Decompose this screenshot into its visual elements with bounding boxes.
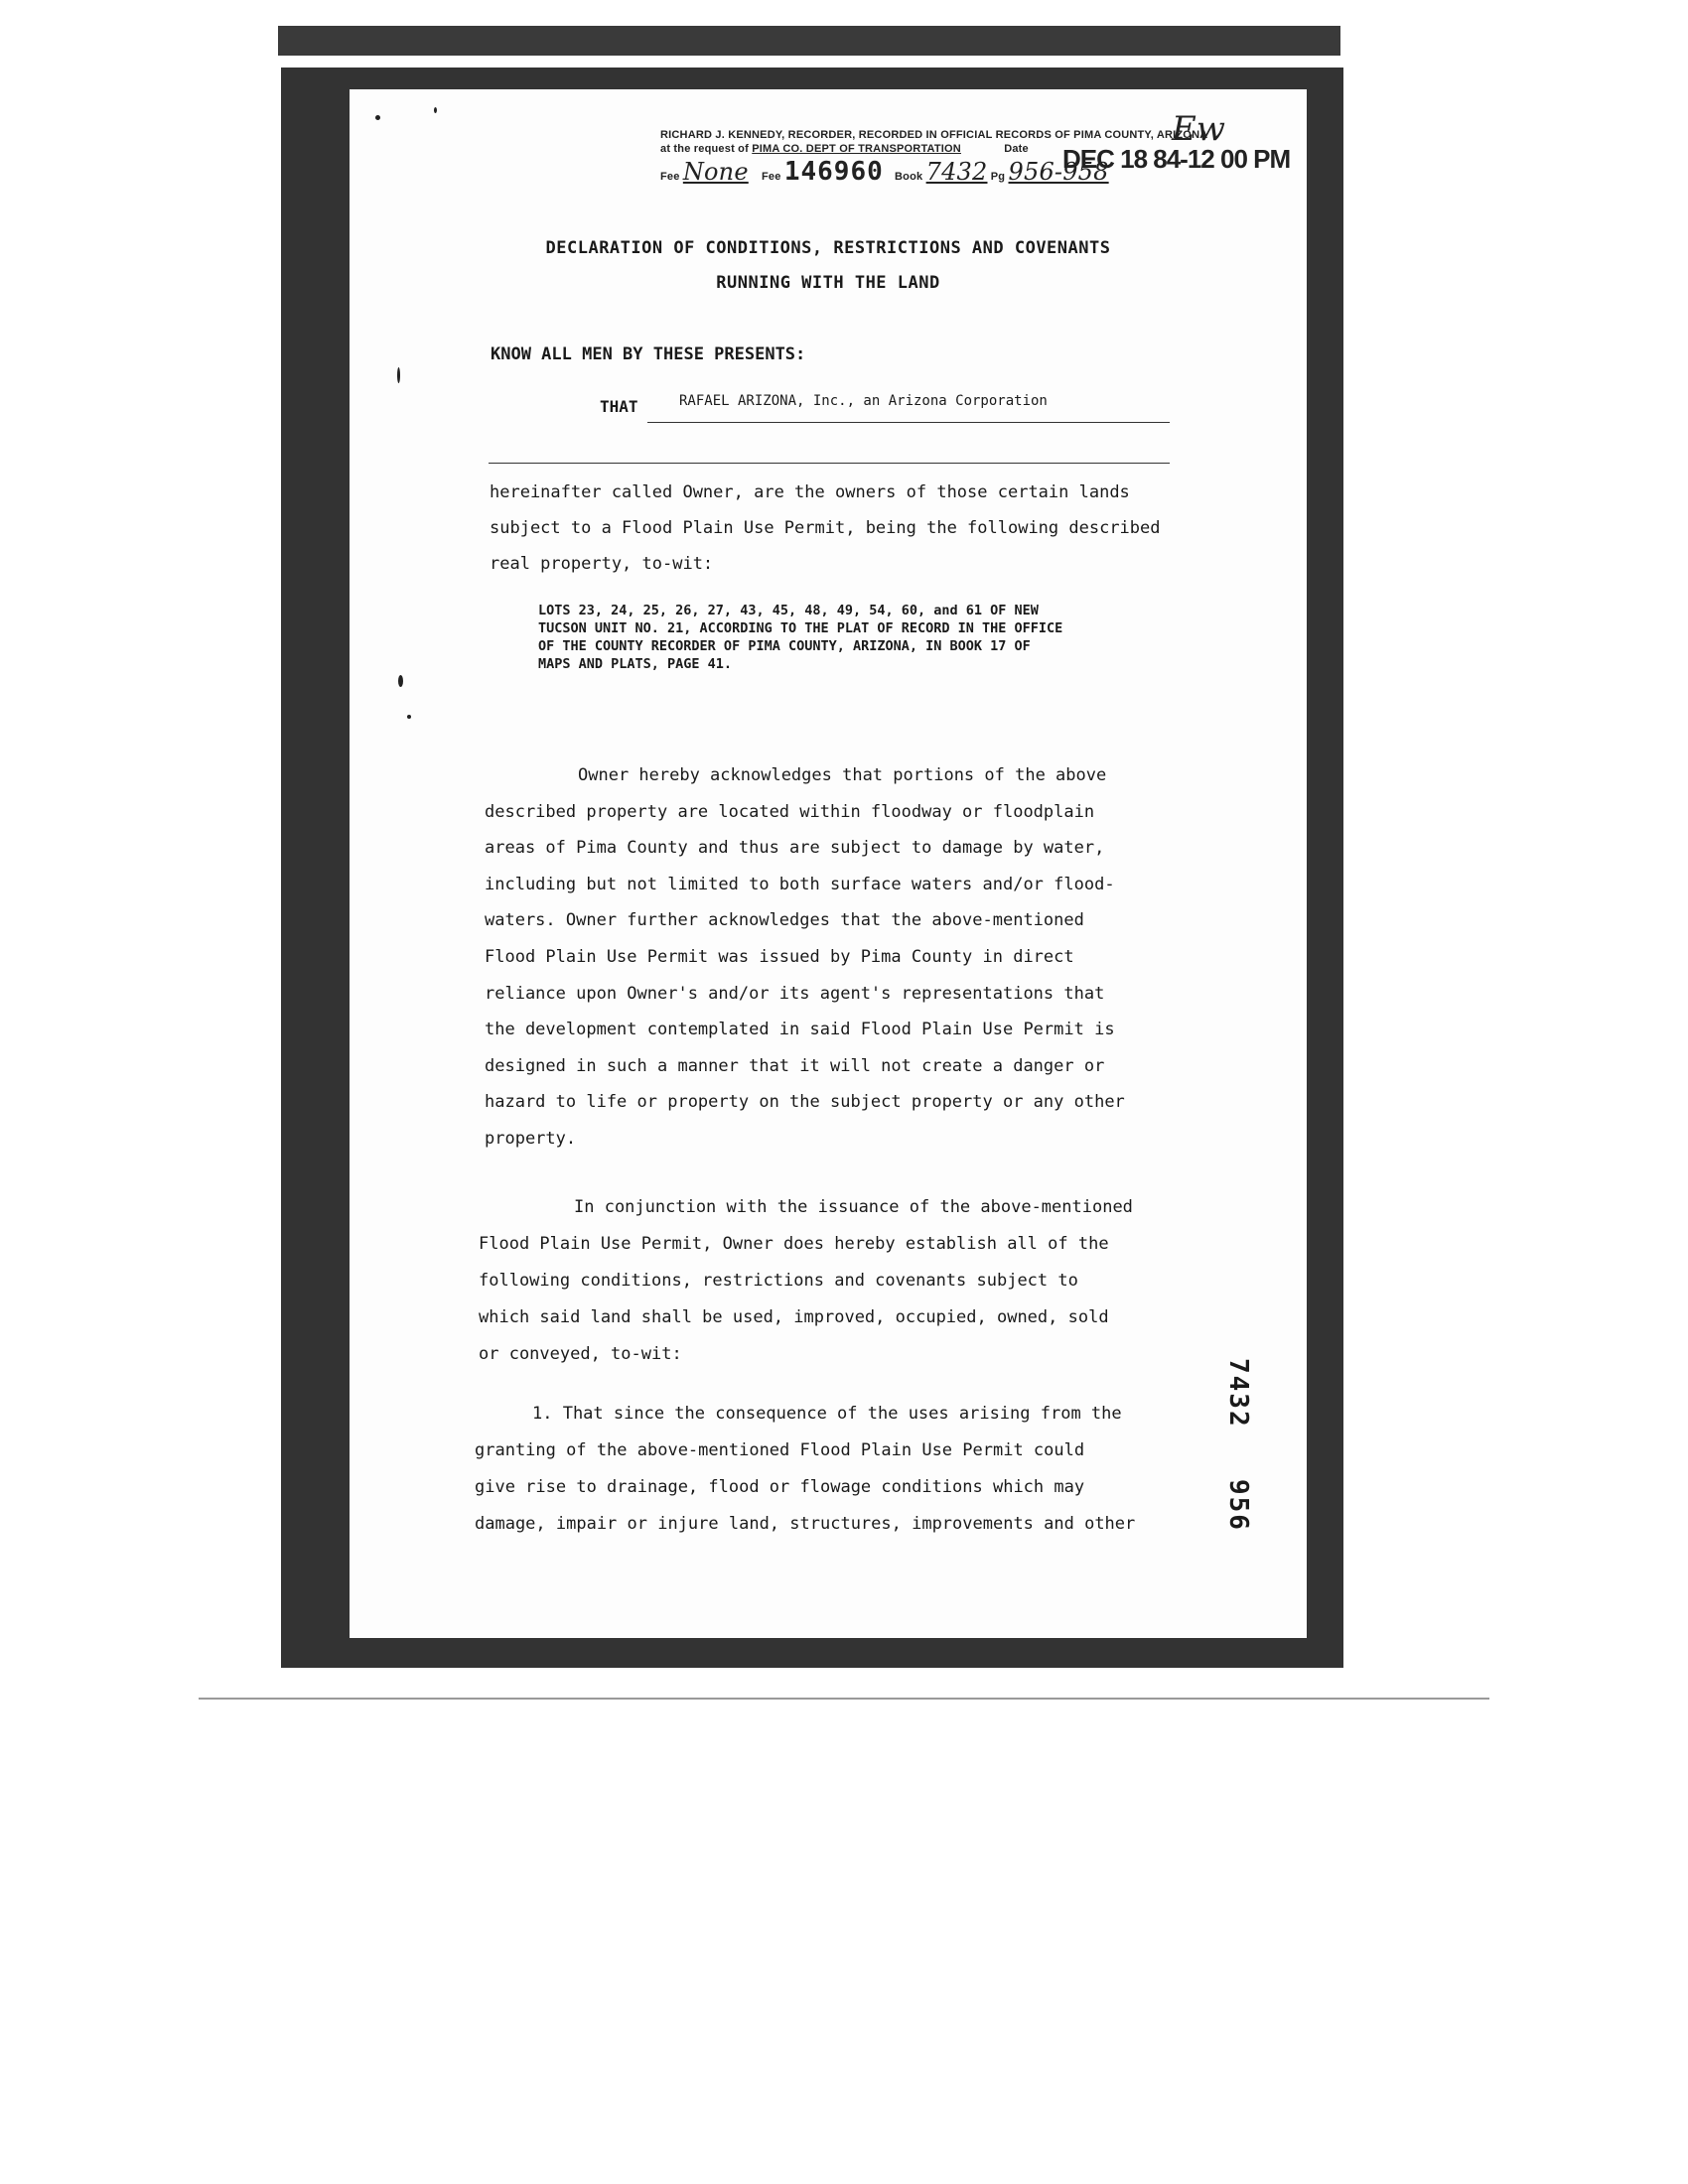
document-title: DECLARATION OF CONDITIONS, RESTRICTIONS AND COVENANTS [545, 238, 1111, 258]
fee-label: Fee [660, 171, 680, 183]
owner-underline [647, 422, 1170, 423]
text-line: 1. That since the consequence of the uses arising from the [532, 1404, 1122, 1424]
text-line: damage, impair or injure land, structures, improvements and other [475, 1514, 1136, 1534]
paragraph-acknowledgement [485, 757, 1125, 1158]
text-line: Flood Plain Use Permit was issued by Pima County in direct [485, 946, 1074, 967]
text-line: designed in such a manner that it will not create a danger or [485, 1055, 1105, 1076]
document-subtitle: RUNNING WITH THE LAND [716, 273, 940, 293]
recorder-line: RICHARD J. KENNEDY, RECORDER, RECORDED IN OFFICIAL RECORDS OF PIMA COUNTY, ARIZONA [660, 129, 1208, 141]
margin-book-number: 7432 [1223, 1358, 1253, 1429]
paragraph-item-1 [475, 1396, 1135, 1543]
legal-description [538, 602, 1062, 673]
text-line: areas of Pima County and thus are subject to damage by water, [485, 838, 1105, 859]
text-line: following conditions, restrictions and covenants subject to [479, 1271, 1078, 1291]
docket-number: 146960 [783, 157, 884, 187]
paragraph-conditions [479, 1189, 1133, 1373]
page-label: Pg [990, 171, 1006, 183]
date-stamp: DEC 18 84-12 00 PM [1062, 144, 1291, 174]
legal-line: MAPS AND PLATS, PAGE 41. [538, 656, 733, 672]
scan-speck [397, 367, 400, 383]
text-line: or conveyed, to-wit: [479, 1344, 682, 1364]
scan-bottom-rule [199, 1698, 1489, 1700]
scan-speck [407, 715, 411, 719]
fee-value: None [682, 158, 749, 186]
text-line: described property are located within floodway or floodplain [485, 801, 1095, 822]
legal-line: OF THE COUNTY RECORDER OF PIMA COUNTY, ARIZONA, IN BOOK 17 OF [538, 638, 1031, 654]
margin-page-number: 956 [1223, 1479, 1253, 1532]
know-all-men: KNOW ALL MEN BY THESE PRESENTS: [491, 344, 806, 364]
scan-speck [398, 675, 403, 687]
that-label: THAT [600, 397, 638, 416]
text-line: give rise to drainage, flood or flowage conditions which may [475, 1477, 1085, 1497]
text-line: waters. Owner further acknowledges that the above-mentioned [485, 910, 1084, 931]
intro-paragraph [490, 475, 1161, 582]
text-line: which said land shall be used, improved, occupied, owned, sold [479, 1307, 1109, 1327]
text-line: In conjunction with the issuance of the above-mentioned [574, 1197, 1133, 1217]
text-line: Flood Plain Use Permit, Owner does hereby establish all of the [479, 1234, 1109, 1254]
book-value: 7432 [925, 158, 988, 186]
owner-underline-2 [489, 463, 1170, 464]
text-line: real property, to-wit: [490, 554, 714, 574]
handwritten-initials: Ew [1172, 109, 1225, 149]
book-label: Book [895, 171, 923, 183]
page-value: 956-958 [1008, 158, 1109, 186]
text-line: Owner hereby acknowledges that portions of the above [578, 765, 1107, 785]
scan-speck [375, 115, 380, 120]
text-line: the development contemplated in said Flood Plain Use Permit is [485, 1020, 1115, 1040]
date-label: Date [1004, 143, 1029, 155]
owner-name: RAFAEL ARIZONA, Inc., an Arizona Corporation [679, 393, 1048, 409]
docket-label: Fee [762, 171, 781, 183]
request-prefix: at the request of [660, 143, 749, 155]
text-line: granting of the above-mentioned Flood Plain Use Permit could [475, 1440, 1085, 1460]
text-line: property. [485, 1128, 577, 1149]
text-line: reliance upon Owner's and/or its agent's representations that [485, 983, 1105, 1004]
scan-top-border [278, 26, 1340, 56]
text-line: hereinafter called Owner, are the owners of those certain lands [490, 482, 1130, 502]
owner-line [600, 393, 1166, 416]
text-line: hazard to life or property on the subject property or any other [485, 1092, 1125, 1113]
scan-speck [434, 107, 437, 113]
text-line: including but not limited to both surface waters and/or flood- [485, 874, 1115, 894]
legal-line: TUCSON UNIT NO. 21, ACCORDING TO THE PLAT OF RECORD IN THE OFFICE [538, 620, 1063, 636]
legal-line: LOTS 23, 24, 25, 26, 27, 43, 45, 48, 49, 54, 60, and 61 OF NEW [538, 603, 1039, 618]
requester: PIMA CO. DEPT OF TRANSPORTATION [752, 143, 961, 155]
text-line: subject to a Flood Plain Use Permit, being the following described [490, 518, 1161, 538]
